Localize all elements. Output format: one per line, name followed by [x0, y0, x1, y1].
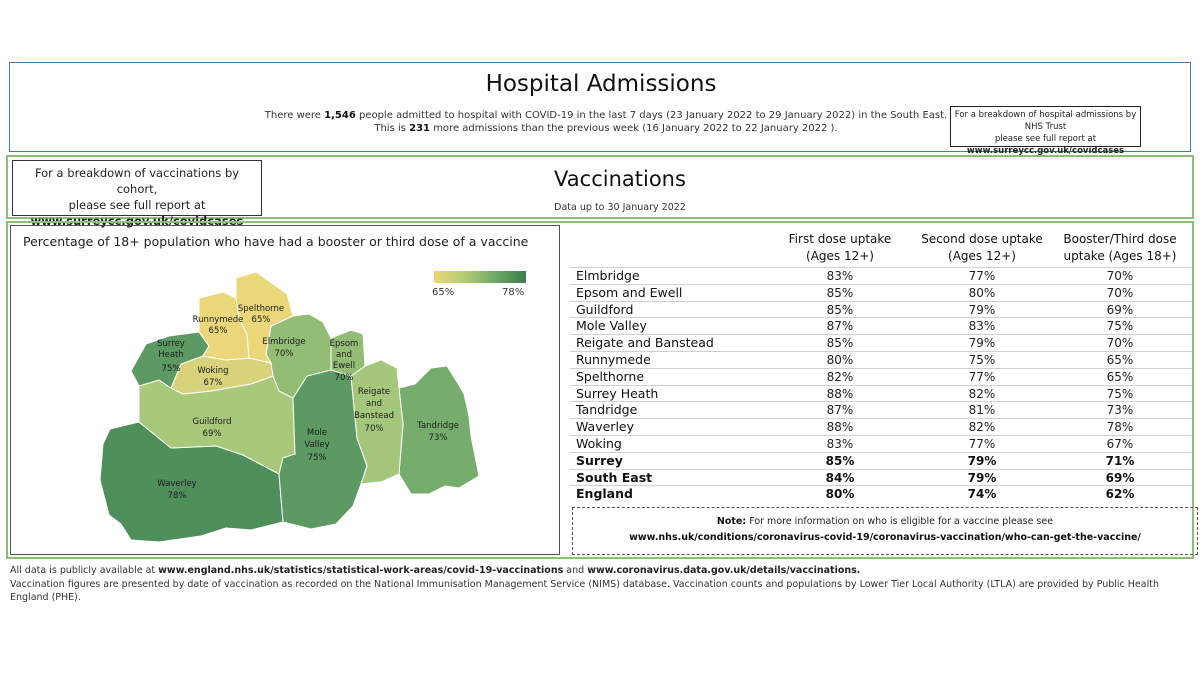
- cell-booster-tandridge: 73%: [1106, 403, 1134, 418]
- cell-second-runnymede: 75%: [968, 353, 996, 367]
- hospital-line1-suffix: people admitted to hospital with COVID-19 in the last 7 days (23 January 2022 to 29 January 2022) in the South East.: [355, 110, 948, 121]
- table-row: [570, 452, 1192, 469]
- map-label-guildford: Guildford: [192, 417, 232, 427]
- cell-second-guildford: 79%: [968, 302, 996, 317]
- map-label-surrey: Surrey: [157, 339, 185, 349]
- map-label-spelthorne: Spelthorne: [237, 304, 285, 314]
- cell-first-elmbridge: 83%: [826, 269, 854, 283]
- hospital-report-link[interactable]: www.surreycc.gov.uk/covidcases: [966, 146, 1125, 156]
- cell-second-tandridge: 81%: [968, 403, 996, 418]
- hospital-line2-suffix: more admissions than the previous week (16 January 2022 to 22 January 2022 ).: [430, 123, 838, 134]
- cell-second-elmbridge: 77%: [968, 269, 996, 283]
- cell-area-reigate-and-banstead: Reigate and Banstead: [576, 335, 714, 351]
- cell-booster-surrey: 71%: [1105, 453, 1135, 468]
- map-value-epsom-and-ewell: 70%: [334, 373, 354, 383]
- vaccinations-header-panel: [6, 155, 1194, 228]
- cell-booster-south-east: 69%: [1105, 470, 1135, 485]
- admissions-count: 1,546: [324, 110, 356, 121]
- cell-first-tandridge: 87%: [826, 403, 854, 418]
- hospital-line2-prefix: This is: [374, 123, 410, 134]
- cell-second-waverley: 82%: [968, 420, 996, 435]
- cell-second-woking: 77%: [968, 437, 996, 451]
- hospital-line1-prefix: There were: [264, 110, 325, 121]
- table-row: [570, 485, 1192, 502]
- vacc-note-line2: please see full report at: [68, 198, 206, 212]
- hospital-admissions-panel: [9, 62, 1191, 156]
- map-value-elmbridge: 70%: [274, 349, 294, 359]
- footer-and: and: [563, 565, 588, 576]
- map-label-waverley: Waverley: [157, 479, 197, 489]
- note-label: Note:: [716, 516, 747, 527]
- table-row: [570, 385, 1192, 402]
- cell-second-reigate-and-banstead: 79%: [968, 336, 996, 351]
- cell-second-england: 74%: [967, 487, 997, 502]
- cell-second-south-east: 79%: [967, 470, 997, 485]
- cell-booster-runnymede: 65%: [1106, 353, 1134, 367]
- map-value-surrey-heath: 75%: [161, 364, 181, 374]
- legend-min-label: 65%: [432, 287, 455, 298]
- cell-first-guildford: 85%: [826, 302, 854, 317]
- cell-area-mole-valley: Mole Valley: [576, 318, 647, 334]
- cell-area-spelthorne: Spelthorne: [576, 368, 645, 384]
- map-value-tandridge: 73%: [428, 433, 448, 443]
- col-header-second-dose: [902, 231, 1062, 265]
- cell-first-reigate-and-banstead: 85%: [826, 336, 854, 351]
- map-label-banstead: Banstead: [353, 411, 395, 421]
- map-value-mole-valley: 75%: [307, 453, 327, 463]
- map-value-woking: 67%: [203, 378, 223, 388]
- map-label-mole: Mole: [306, 428, 328, 438]
- table-row: [570, 401, 1192, 418]
- footer-line1: [10, 564, 1190, 578]
- table-row: [570, 334, 1192, 351]
- note-text: For more information on who is eligible for a vaccine please see: [746, 516, 1054, 527]
- cell-first-spelthorne: 82%: [826, 369, 854, 384]
- table-row: [570, 418, 1192, 435]
- first-dose-header-line2: (Ages 12+): [806, 249, 874, 263]
- hospital-report-note: [950, 106, 1141, 156]
- map-value-runnymede: 65%: [208, 326, 228, 336]
- cell-area-woking: Woking: [576, 436, 622, 451]
- second-dose-header-line1: Second dose uptake: [921, 232, 1043, 246]
- table-row: [570, 469, 1192, 486]
- booster-header-line2: uptake (Ages 18+): [1063, 249, 1177, 263]
- cell-first-surrey: 85%: [825, 453, 855, 468]
- footer-link-nhs[interactable]: www.england.nhs.uk/statistics/statistical-work-areas/covid-19-vaccinations: [158, 565, 564, 576]
- cell-area-tandridge: Tandridge: [576, 402, 638, 418]
- vaccinations-date: Data up to 30 January 2022: [554, 202, 686, 213]
- cell-first-epsom-and-ewell: 85%: [826, 285, 854, 300]
- admissions-difference: 231: [409, 123, 431, 134]
- cell-second-mole-valley: 83%: [968, 319, 996, 334]
- map-label-and2: and: [366, 399, 382, 409]
- cell-second-spelthorne: 77%: [968, 369, 996, 384]
- footer-link-coronavirus[interactable]: www.coronavirus.data.gov.uk/details/vaccinations.: [587, 565, 861, 576]
- map-title: Percentage of 18+ population who have had a booster or third dose of a vaccine: [23, 234, 529, 249]
- map-label-reigate: Reigate: [357, 387, 391, 397]
- cell-area-guildford: Guildford: [576, 301, 634, 317]
- cell-booster-england: 62%: [1105, 487, 1135, 502]
- hospital-summary: [206, 109, 1006, 135]
- cell-area-waverley: Waverley: [576, 419, 635, 435]
- cell-area-runnymede: Runnymede: [576, 352, 651, 367]
- cell-area-england: England: [576, 486, 633, 502]
- cell-area-surrey: Surrey: [576, 452, 623, 468]
- surrey-choropleth-map: [11, 226, 561, 556]
- map-label-ewell: Ewell: [332, 361, 356, 371]
- footer-methodology: Vaccination figures are presented by date of vaccination as recorded on the National Immunisation Management Service (NIMS) database. Vaccination counts and populations by Lower Tier Local Authority (LTLA) are provided by Public Health England (PHE).: [10, 578, 1159, 603]
- cell-first-waverley: 88%: [826, 420, 854, 435]
- first-dose-header-line1: First dose uptake: [788, 232, 892, 246]
- table-row: [570, 368, 1192, 385]
- map-label-woking: Woking: [197, 366, 229, 376]
- table-row: [570, 267, 1192, 284]
- map-label-runnymede: Runnymede: [192, 315, 244, 325]
- cell-booster-epsom-and-ewell: 70%: [1106, 285, 1134, 300]
- cell-booster-guildford: 69%: [1106, 302, 1134, 317]
- cell-first-runnymede: 80%: [826, 353, 854, 367]
- cell-booster-spelthorne: 65%: [1106, 369, 1134, 384]
- table-row: [570, 317, 1192, 334]
- map-label-and: and: [336, 350, 352, 360]
- map-label-elmbridge: Elmbridge: [262, 337, 306, 347]
- footer: [10, 564, 1190, 605]
- map-label-tandridge: Tandridge: [417, 421, 459, 431]
- cell-area-elmbridge: Elmbridge: [576, 268, 640, 283]
- cell-second-epsom-and-ewell: 80%: [968, 285, 996, 300]
- map-value-waverley: 78%: [167, 491, 187, 501]
- cell-area-south-east: South East: [576, 469, 653, 485]
- booster-map-box: [10, 225, 560, 555]
- map-label-epsom: Epsom: [329, 339, 359, 349]
- map-value-spelthorne: 65%: [251, 315, 271, 325]
- table-row: [570, 284, 1192, 301]
- cell-area-surrey-heath: Surrey Heath: [576, 385, 659, 401]
- cell-first-england: 80%: [825, 487, 855, 502]
- table-row: [570, 435, 1192, 452]
- second-dose-header-line2: (Ages 12+): [948, 249, 1016, 263]
- cell-first-south-east: 84%: [825, 470, 855, 485]
- vaccination-data-panel: [6, 221, 1194, 559]
- hospital-title: Hospital Admissions: [485, 71, 717, 97]
- cell-booster-elmbridge: 70%: [1106, 269, 1134, 283]
- map-value-guildford: 69%: [202, 429, 222, 439]
- eligibility-link[interactable]: www.nhs.uk/conditions/coronavirus-covid-19/coronavirus-vaccination/who-can-get-the-vaccine/: [629, 532, 1141, 543]
- cell-booster-reigate-and-banstead: 70%: [1106, 336, 1134, 351]
- cell-first-surrey-heath: 88%: [826, 386, 854, 401]
- vacc-note-line1: For a breakdown of vaccinations by cohort,: [34, 166, 240, 196]
- cell-booster-woking: 67%: [1106, 437, 1134, 451]
- cell-area-epsom-and-ewell: Epsom and Ewell: [576, 284, 683, 300]
- col-header-first-dose: [760, 231, 920, 265]
- hospital-note-line1: For a breakdown of hospital admissions by NHS Trust: [954, 110, 1137, 132]
- cell-first-woking: 83%: [826, 437, 854, 451]
- col-header-booster: [1040, 231, 1200, 265]
- map-value-reigate-and-banstead: 70%: [364, 424, 384, 434]
- cell-booster-waverley: 78%: [1106, 420, 1134, 435]
- table-row: [570, 351, 1192, 368]
- cell-second-surrey-heath: 82%: [968, 386, 996, 401]
- table-row: [570, 301, 1192, 318]
- legend-max-label: 78%: [502, 287, 525, 298]
- map-label-valley: Valley: [304, 440, 330, 450]
- vaccination-report-link[interactable]: www.surreycc.gov.uk/covidcases: [30, 214, 244, 228]
- eligibility-note: [572, 507, 1198, 555]
- vaccinations-title: Vaccinations: [554, 167, 686, 191]
- booster-header-line1: Booster/Third dose: [1063, 232, 1177, 246]
- cell-first-mole-valley: 87%: [826, 319, 854, 334]
- hospital-note-line2: please see full report at: [994, 134, 1097, 144]
- cell-booster-mole-valley: 75%: [1106, 319, 1134, 334]
- map-label-heath: Heath: [158, 350, 184, 360]
- footer-prefix: All data is publicly available at: [10, 565, 159, 576]
- cell-booster-surrey-heath: 75%: [1106, 386, 1134, 401]
- cell-second-surrey: 79%: [967, 453, 997, 468]
